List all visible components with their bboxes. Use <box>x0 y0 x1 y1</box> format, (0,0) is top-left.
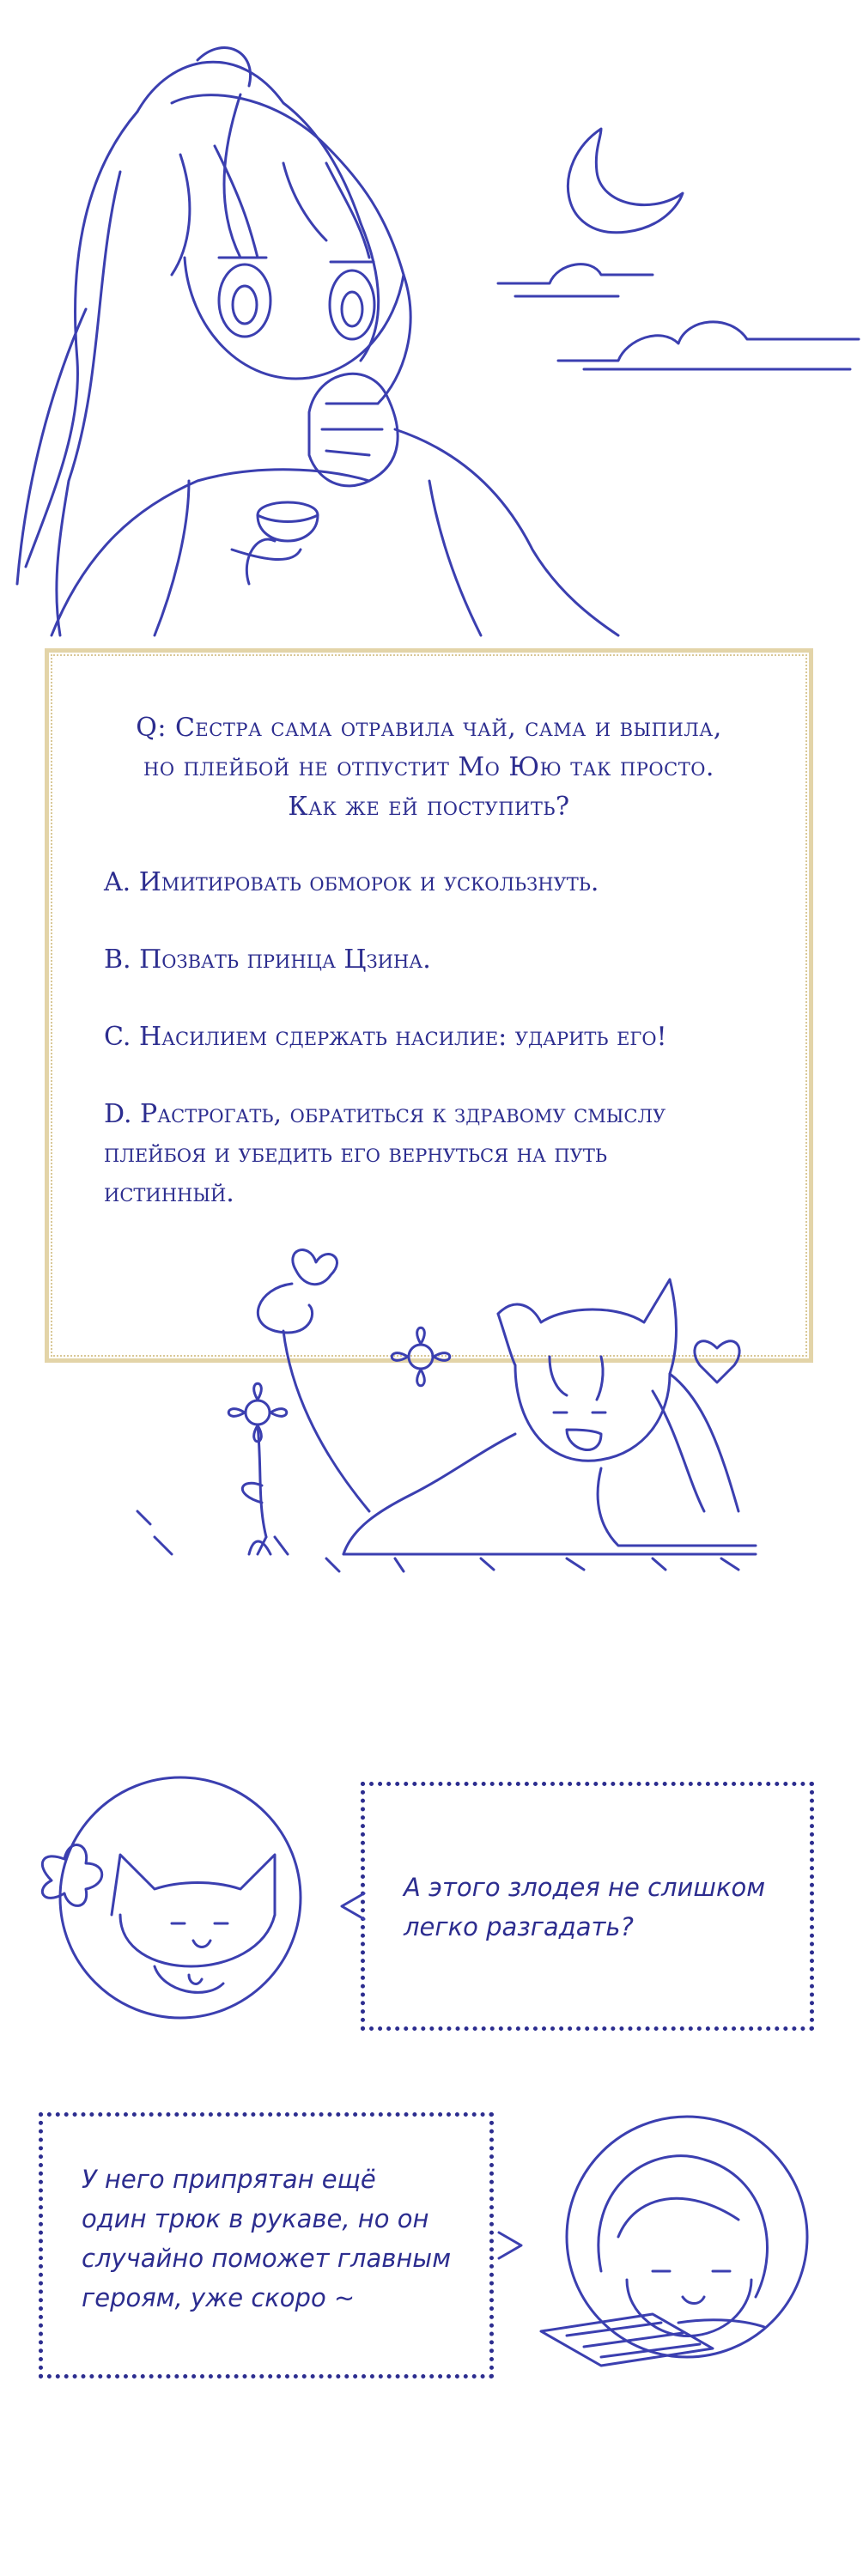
cat-avatar <box>17 1769 326 2026</box>
dialogue-line: легко разгадать? <box>404 1912 634 1941</box>
option-d-line: истинный. <box>104 1178 234 1208</box>
cloud-icon <box>558 322 859 369</box>
option-d-line: D. Растрогать, обратиться к здравому смыслу <box>104 1099 666 1129</box>
moon-icon <box>568 129 683 233</box>
bubble-pointer <box>494 2228 528 2263</box>
cloud-icon <box>498 264 653 296</box>
option-b: B. Позвать принца Цзина. <box>104 945 431 975</box>
flower-icon <box>228 1383 287 1537</box>
cat-girl-illustration <box>0 1228 863 1589</box>
dialogue-line: один трюк в рукаве, но он <box>82 2204 429 2233</box>
option-d-line: плейбоя и убедить его вернуться на путь <box>104 1139 607 1169</box>
cat-dialogue-text <box>404 1868 765 1947</box>
girl-illustration <box>0 0 863 653</box>
question-line: Как же ей поступить? <box>288 792 570 822</box>
author-avatar <box>541 2108 824 2366</box>
question-line: Q: Сестра сама отравила чай, сама и выпила, <box>136 713 722 743</box>
heart-icon <box>695 1341 739 1382</box>
flower-icon <box>42 1845 101 1906</box>
butterfly-icon <box>293 1250 337 1285</box>
author-dialogue-text <box>82 2160 451 2318</box>
option-d <box>104 1095 665 1213</box>
quiz-question <box>49 708 809 827</box>
dialogue-line: У него припрятан ещё <box>82 2165 376 2194</box>
option-c: C. Насилием сдержать насилие: ударить его! <box>104 1022 667 1052</box>
flower-icon <box>392 1327 450 1386</box>
dialogue-line: А этого злодея не слишком <box>404 1873 766 1902</box>
question-line: но плейбой не отпустит Мо Юю так просто. <box>143 752 714 782</box>
bubble-pointer <box>335 1889 369 1923</box>
dialogue-line: случайно поможет главным <box>82 2244 452 2273</box>
option-a: A. Имитировать обморок и ускользнуть. <box>104 867 599 897</box>
dialogue-line: героям, уже скоро ~ <box>82 2283 356 2312</box>
